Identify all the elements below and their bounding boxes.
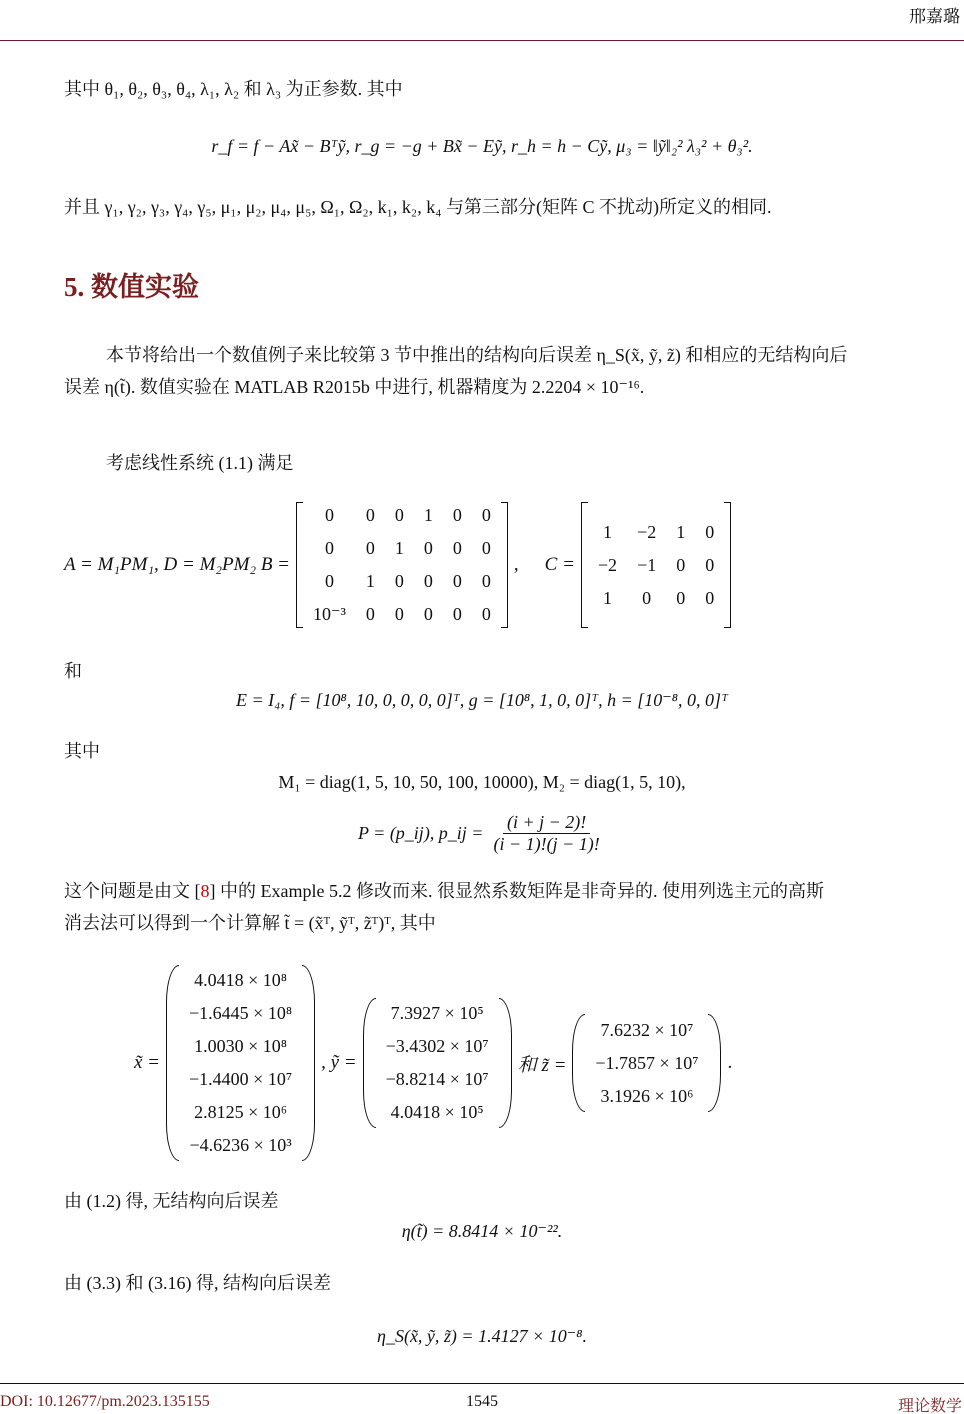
- paragraph: 由 (3.3) 和 (3.16) 得, 结构向后误差: [64, 1273, 331, 1293]
- matrix-cell: 0: [324, 505, 334, 525]
- equation-p: [358, 812, 604, 855]
- matrix-row: [585, 1047, 708, 1080]
- matrix-cell: 0: [676, 587, 686, 608]
- matrix-cell: 0: [423, 571, 433, 591]
- matrix-row: [376, 1096, 499, 1129]
- matrix-cell: 0: [481, 538, 491, 558]
- equation-structured-error: η_S(x̃, ỹ, z̃) = 1.4127 × 10⁻⁸.: [377, 1326, 587, 1346]
- equation-a-d-b: A = M₁PM₁, D = M₂PM₂ B =: [64, 554, 290, 575]
- footer-journal: 理论数学: [897, 1398, 962, 1414]
- matrix-cell: 1: [394, 538, 404, 558]
- matrix-row: [585, 1080, 708, 1113]
- vector-z: [585, 1014, 708, 1113]
- matrix-cell: 1: [676, 521, 686, 542]
- fraction-denominator: (i − 1)!(j − 1)!: [493, 834, 600, 854]
- matrix-row: [303, 532, 501, 565]
- matrix-row: [376, 1063, 499, 1096]
- solution-vectors: [128, 965, 738, 1161]
- matrix-cell: 0: [452, 571, 462, 591]
- matrix-cell: 1: [423, 505, 433, 525]
- matrix-cell: −1.7857 × 10⁷: [595, 1052, 699, 1073]
- bracket-left: [296, 502, 303, 628]
- matrix-cell: 0: [365, 505, 375, 525]
- footer-page-number: 1545: [466, 1393, 498, 1410]
- matrix-equation-row: [64, 502, 731, 628]
- matrix-cell: 1: [602, 587, 612, 608]
- paragraph: [64, 877, 824, 903]
- matrix-cell: 4.0418 × 10⁵: [390, 1102, 484, 1122]
- matrix-row: [303, 565, 501, 598]
- matrix-cell: 0: [481, 505, 491, 525]
- x-label: x̃ =: [134, 1052, 161, 1073]
- matrix-cell: 0: [676, 554, 686, 575]
- citation-link[interactable]: 8: [200, 881, 210, 901]
- matrix-cell: 7.3927 × 10⁵: [390, 1003, 484, 1023]
- matrix-cell: 0: [481, 604, 491, 624]
- matrix-row: [588, 582, 724, 615]
- footer-doi[interactable]: DOI: 10.12677/pm.2023.135155: [0, 1393, 210, 1410]
- matrix-row: [303, 499, 501, 532]
- matrix-cell: 0: [423, 604, 433, 624]
- matrix-cell: 0: [365, 604, 375, 624]
- equation-residuals: r_f = f − Ax̃ − Bᵀỹ, r_g = −g + Bx̃ − Eỹ, r_h = h − Cỹ, μ₃ = ‖ỹ‖₂² λ₃² + θ₃².: [211, 136, 753, 156]
- matrix-cell: 0: [481, 571, 491, 591]
- matrix-cell: 0: [365, 538, 375, 558]
- paren-left: [166, 965, 179, 1161]
- matrix-cell: 1: [602, 521, 612, 542]
- section-number: 5.: [64, 272, 85, 302]
- z-label: 和 z̃ =: [517, 1054, 567, 1076]
- vector-y: [376, 997, 499, 1129]
- matrix-row: [588, 516, 724, 549]
- equation-unstructured-error: η(t̃) = 8.8414 × 10⁻²².: [401, 1221, 563, 1241]
- paren-right: [302, 965, 315, 1161]
- equation-vectors: E = I₄, f = [10⁸, 10, 0, 0, 0, 0]ᵀ, g = [10⁸, 1, 0, 0]ᵀ, h = [10⁻⁸, 0, 0]ᵀ: [236, 690, 728, 710]
- paragraph: 并且 γ₁, γ₂, γ₃, γ₄, γ₅, μ₁, μ₂, μ₄, μ₅, Ω₁, Ω₂, k₁, k₂, k₄ 与第三部分(矩阵 C 不扰动)所定义的相同.: [64, 197, 772, 217]
- paren-left: [572, 1014, 585, 1112]
- paren-right: [499, 998, 512, 1128]
- footer-rule: [0, 1383, 964, 1384]
- matrix-cell: 1.0030 × 10⁸: [194, 1036, 288, 1056]
- paragraph: 本节将给出一个数值例子来比较第 3 节中推出的结构向后误差 η_S(x̃, ỹ, z̃) 和相应的无结构向后: [106, 345, 848, 365]
- matrix-cell: 0: [423, 538, 433, 558]
- matrix-row: [179, 997, 302, 1030]
- paragraph: 考虑线性系统 (1.1) 满足: [106, 453, 294, 473]
- matrix-cell: −1.6445 × 10⁸: [189, 1003, 293, 1023]
- vector-x: [179, 964, 302, 1162]
- matrix-cell: −1: [637, 554, 657, 575]
- bracket-right: [724, 502, 731, 628]
- text: ] 中的 Example 5.2 修改而来. 很显然系数矩阵是非奇异的. 使用列选主元的高斯: [209, 881, 824, 901]
- matrix-row: [179, 1096, 302, 1129]
- matrix-cell: 3.1926 × 10⁶: [600, 1085, 694, 1106]
- matrix-cell: 0: [394, 505, 404, 525]
- paren-right: [708, 1014, 721, 1112]
- matrix-cell: 0: [705, 587, 715, 608]
- matrix-cell: −2: [597, 554, 618, 575]
- matrix-cell: 0: [705, 521, 715, 542]
- matrix-cell: 0: [394, 604, 404, 624]
- y-label: , ỹ =: [321, 1052, 357, 1073]
- matrix-row: [303, 598, 501, 631]
- matrix-row: [585, 1014, 708, 1047]
- header-rule: [0, 40, 964, 41]
- matrix-row: [179, 1129, 302, 1162]
- matrix-cell: 0: [394, 571, 404, 591]
- matrix-cell: 0: [642, 587, 652, 608]
- matrix-b: [303, 499, 501, 631]
- bracket-right: [501, 502, 508, 628]
- section-heading: [64, 265, 199, 304]
- matrix-row: [376, 997, 499, 1030]
- paragraph: 误差 η(t̃). 数值实验在 MATLAB R2015b 中进行, 机器精度为 2.2204 × 10⁻¹⁶.: [64, 377, 645, 397]
- section-title: 数值实验: [91, 272, 199, 302]
- matrix-cell: 4.0418 × 10⁸: [194, 970, 288, 990]
- matrix-cell: −8.8214 × 10⁷: [385, 1069, 489, 1089]
- matrix-row: [588, 549, 724, 582]
- paragraph: 和: [64, 661, 82, 681]
- matrix-cell: 0: [452, 604, 462, 624]
- matrix-cell: 10⁻³: [313, 604, 346, 624]
- matrix-cell: 0: [452, 538, 462, 558]
- matrix-row: [179, 1030, 302, 1063]
- matrix-cell: 0: [705, 554, 715, 575]
- paragraph: 消去法可以得到一个计算解 t̃ = (x̃ᵀ, ỹᵀ, z̃ᵀ)ᵀ, 其中: [64, 913, 436, 933]
- equation-diag: M₁ = diag(1, 5, 10, 50, 100, 10000), M₂ = diag(1, 5, 10),: [278, 772, 686, 792]
- comma: ,: [513, 554, 519, 575]
- paragraph: 其中 θ₁, θ₂, θ₃, θ₄, λ₁, λ₂ 和 λ₃ 为正参数. 其中: [64, 79, 403, 99]
- matrix-cell: 7.6232 × 10⁷: [600, 1019, 694, 1040]
- equation-c-label: C =: [544, 554, 575, 575]
- matrix-cell: 0: [324, 571, 334, 591]
- matrix-cell: 0: [452, 505, 462, 525]
- matrix-cell: 2.8125 × 10⁶: [194, 1102, 288, 1122]
- fraction-numerator: (i + j − 2)!: [503, 812, 590, 834]
- equation-p-lhs: P = (p_ij), p_ij =: [358, 823, 484, 843]
- bracket-left: [581, 502, 588, 628]
- matrix-c: [588, 516, 724, 615]
- matrix-row: [376, 1030, 499, 1063]
- paren-left: [363, 998, 376, 1128]
- matrix-row: [179, 964, 302, 997]
- matrix-cell: −1.4400 × 10⁷: [189, 1069, 293, 1089]
- matrix-cell: −4.6236 × 10³: [189, 1135, 292, 1155]
- matrix-cell: −2: [637, 521, 657, 542]
- matrix-cell: −3.4302 × 10⁷: [385, 1036, 489, 1056]
- matrix-cell: 1: [365, 571, 375, 591]
- matrix-cell: 0: [324, 538, 334, 558]
- matrix-row: [179, 1063, 302, 1096]
- paragraph: 其中: [64, 741, 100, 761]
- text: 这个问题是由文 [: [64, 881, 201, 901]
- running-header-author: 邢嘉璐: [909, 7, 960, 26]
- paragraph: 由 (1.2) 得, 无结构向后误差: [64, 1191, 279, 1211]
- period: .: [727, 1052, 733, 1073]
